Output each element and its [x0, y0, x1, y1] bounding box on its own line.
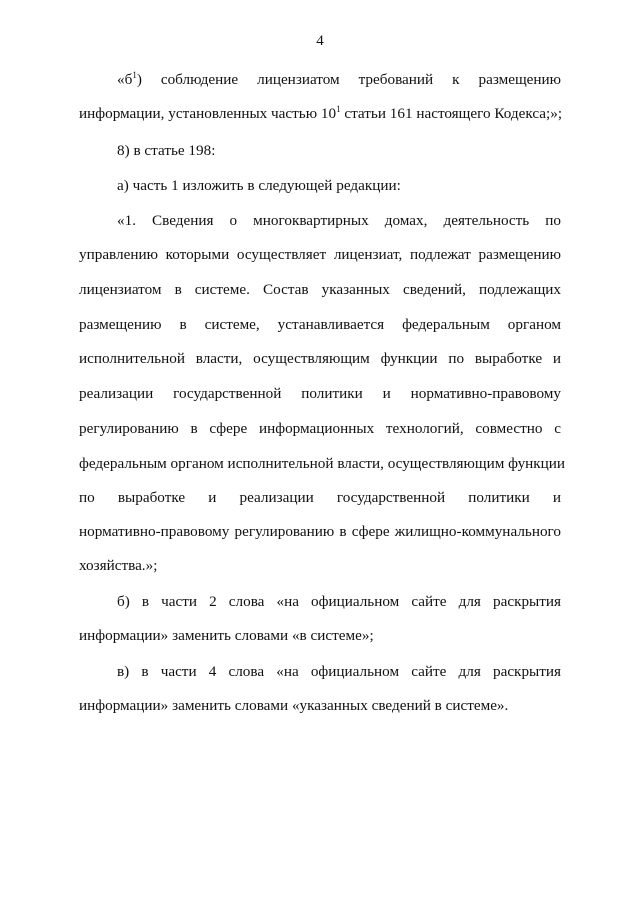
superscript-1: 1 — [132, 70, 137, 80]
paragraph-6-1-line-2 — [79, 105, 561, 123]
quote-line: хозяйства.»; — [79, 557, 158, 574]
quote-line: управлению которыми осуществляет лицензиат, подлежат размещению — [79, 246, 561, 263]
page-number: 4 — [316, 33, 324, 49]
item-b-line-1: б) в части 2 слова «на официальном сайте для раскрытия — [117, 593, 561, 610]
paragraph-6-1-line-1 — [117, 71, 561, 89]
superscript-1: 1 — [336, 104, 341, 114]
quote-line: реализации государственной политики и нормативно-правовому — [79, 385, 561, 402]
quote-line: «1. Сведения о многоквартирных домах, деятельность по — [117, 212, 561, 229]
quote-line: по выработке и реализации государственной политики и — [79, 489, 561, 506]
quote-line: федеральным органом исполнительной власти, осуществляющим функции — [79, 455, 566, 472]
item-c-line-1: в) в части 4 слова «на официальном сайте для раскрытия — [117, 663, 561, 680]
item-c-line-2: информации» заменить словами «указанных сведений в системе». — [79, 697, 509, 714]
paragraph-6-1-prefix: «б — [117, 71, 133, 88]
paragraph-6-1-text: ) соблюдение лицензиатом требований к размещению — [136, 71, 561, 88]
item-b-line-2: информации» заменить словами «в системе»; — [79, 627, 374, 644]
quote-line: нормативно-правовому регулированию в сфере жилищно-коммунального — [79, 523, 561, 540]
quote-line: размещению в системе, устанавливается федеральным органом — [79, 316, 561, 333]
item-8: 8) в статье 198: — [117, 142, 216, 159]
item-a: а) часть 1 изложить в следующей редакции: — [117, 177, 401, 194]
quote-line: лицензиатом в системе. Состав указанных сведений, подлежащих — [79, 281, 561, 298]
quote-line: регулированию в сфере информационных технологий, совместно с — [79, 420, 561, 437]
paragraph-6-1-text-2: информации, установленных частью 10 — [79, 105, 337, 122]
paragraph-6-1-text-3: статьи 161 настоящего Кодекса;»; — [340, 105, 563, 122]
quote-line: исполнительной власти, осуществляющим функции по выработке и — [79, 350, 561, 367]
